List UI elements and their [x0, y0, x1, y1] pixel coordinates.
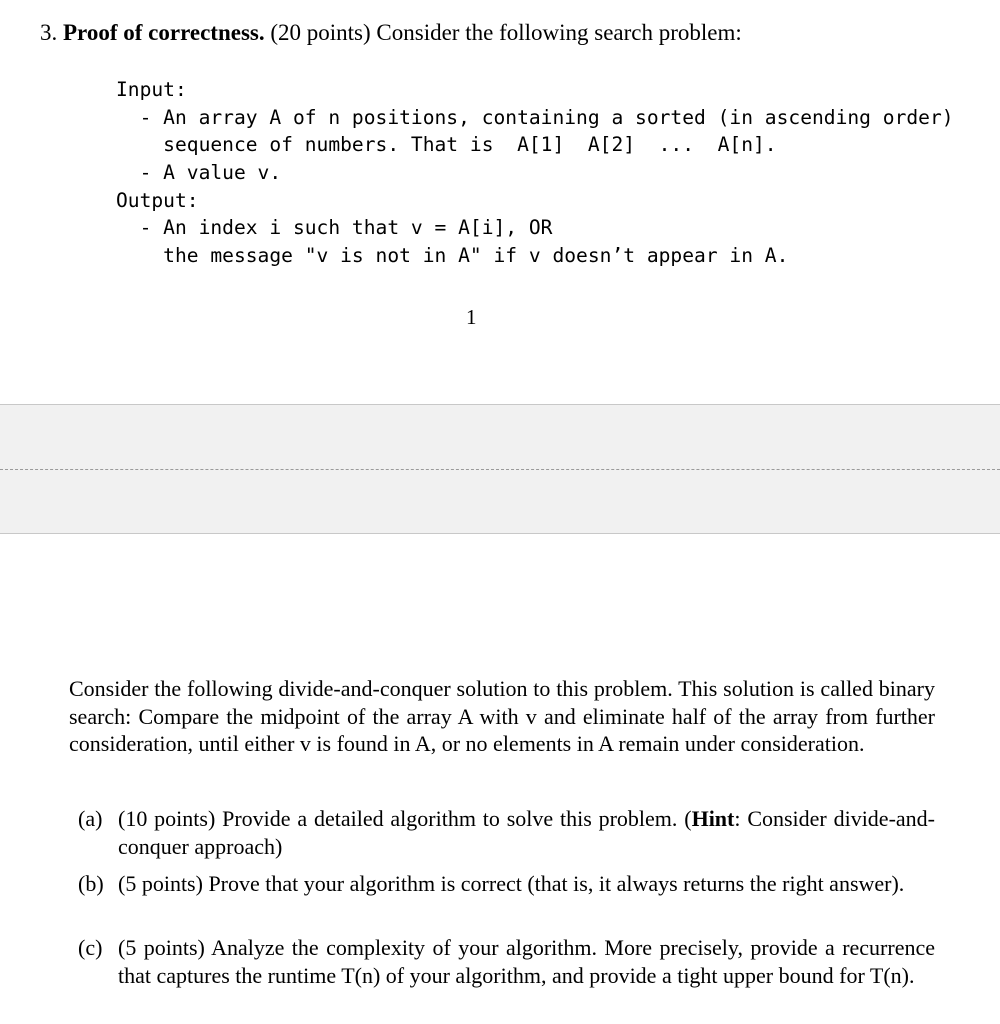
problem-statement: Consider the following search problem:	[376, 20, 742, 45]
code-line-value: - A value v.	[116, 161, 282, 185]
intro-paragraph: Consider the following divide-and-conquer solution to this problem. This solution is called binary search: Compare the midpoint of the array A with v and eliminate half of the array from further consideration, until either v is found in A, or no elements in A remain under consideration.	[69, 676, 935, 757]
subquestion-c-text: (5 points) Analyze the complexity of your algorithm. More precisely, provide a recurrence that captures the runtime T(n) of your algorithm, and provide a tight upper bound for T(n).	[118, 935, 935, 988]
subquestion-a	[78, 805, 935, 860]
code-line-array-sequence: sequence of numbers. That is A[1] A[2] ... A[n].	[116, 133, 777, 157]
code-line-index-output: - An index i such that v = A[i], OR	[116, 216, 553, 240]
code-line-not-found-message: the message "v is not in A" if v doesn’t appear in A.	[116, 244, 789, 268]
subquestion-b-text: (5 points) Prove that your algorithm is correct (that is, it always returns the right answer).	[118, 871, 905, 896]
subquestion-a-text-after: : Consider divide-and-conquer approach)	[118, 806, 935, 859]
problem-title: Proof of correctness.	[63, 20, 265, 45]
code-line-array-description: - An array A of n positions, containing a sorted (in ascending order)	[116, 105, 954, 129]
problem-spec-code-block	[116, 76, 954, 270]
subquestion-b-label: (b)	[78, 871, 104, 896]
subquestion-a-hint: Hint	[691, 806, 735, 831]
problem-number: 3.	[40, 20, 58, 45]
subquestion-a-label: (a)	[78, 806, 103, 831]
problem-points: (20 points)	[270, 20, 371, 45]
code-line-output-label: Output:	[116, 188, 199, 212]
problem-header	[40, 18, 742, 48]
subquestion-c-label: (c)	[78, 935, 103, 960]
subquestion-a-text-before: (10 points) Provide a detailed algorithm to solve this problem. (	[118, 806, 692, 831]
subquestion-b	[78, 870, 935, 898]
code-line-input-label: Input:	[116, 78, 187, 101]
page-break-dashed-line	[0, 469, 1000, 470]
subquestion-c	[78, 934, 935, 989]
page-separator	[0, 404, 1000, 534]
subquestion-a-text	[118, 805, 935, 860]
page-number: 1	[466, 305, 477, 329]
